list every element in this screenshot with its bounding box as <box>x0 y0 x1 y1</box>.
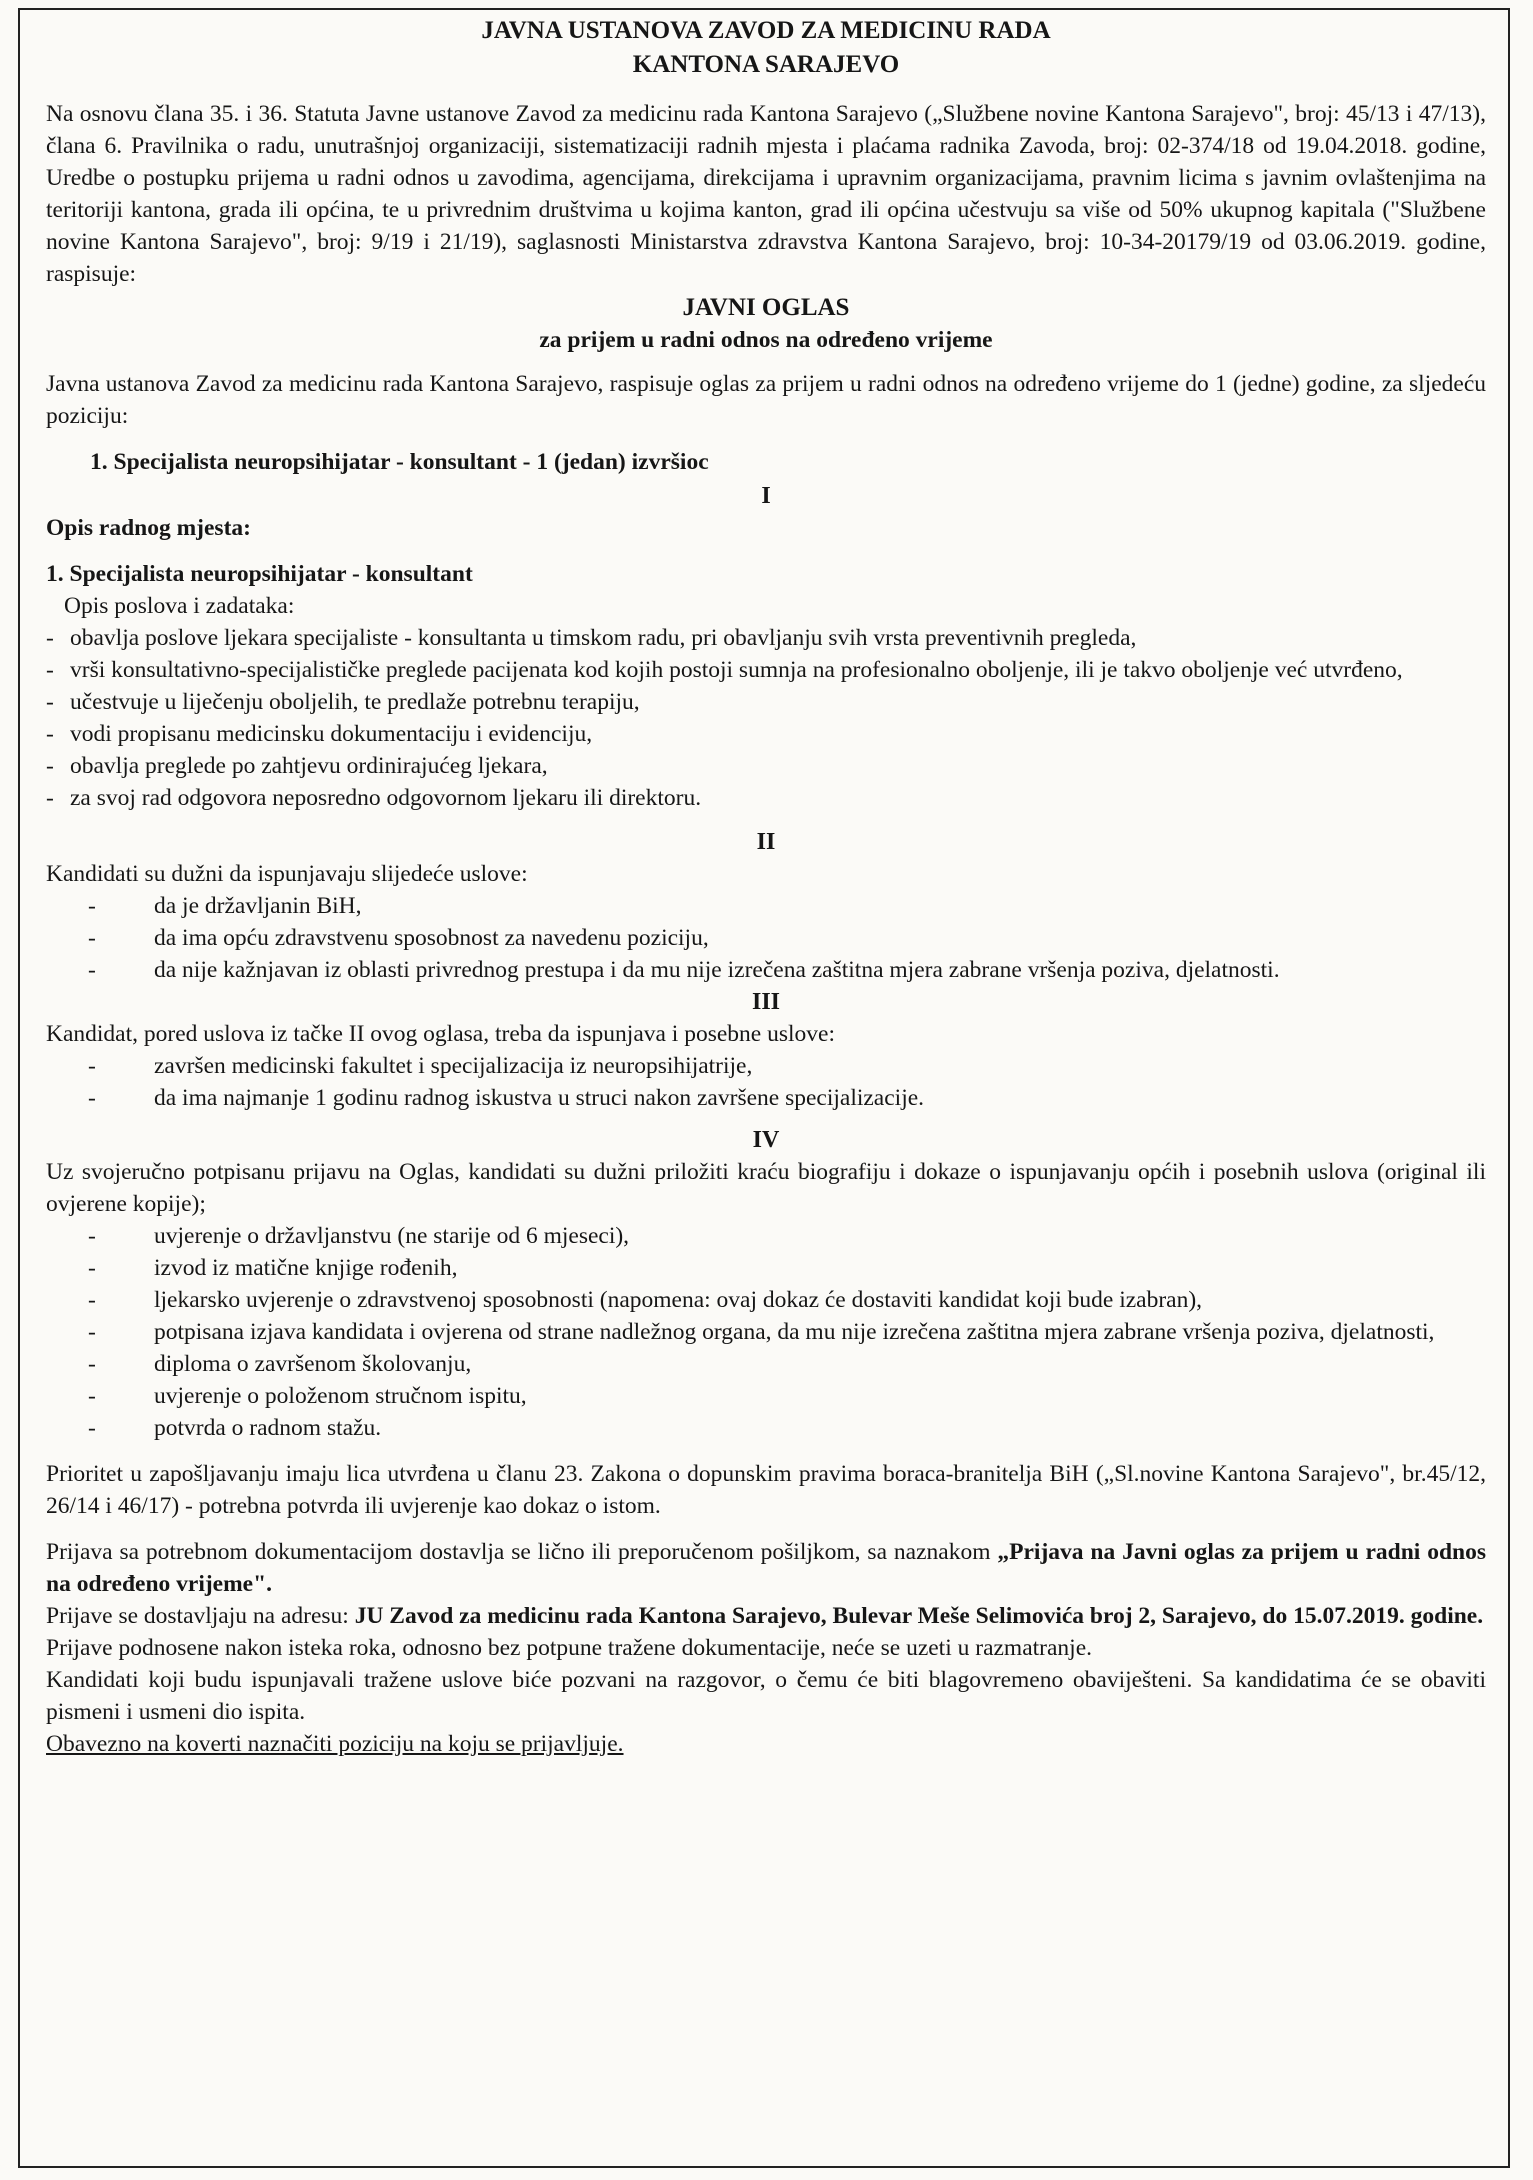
list-item: - uvjerenje o državljanstvu (ne starije od 6 mjeseci), <box>46 1220 1486 1252</box>
document-page <box>18 8 1510 2168</box>
late-submission-note: Prijave podnosene nakon isteka roka, odnosno bez potpune tražene dokumentacije, neće se uzeti u razmatranje. <box>46 1635 1093 1661</box>
general-conditions-list <box>46 890 1486 986</box>
envelope-note <box>46 1728 1486 1760</box>
list-item: - ljekarsko uvjerenje o zdravstvenoj sposobnosti (napomena: ovaj dokaz će dostaviti kandidat koji bude izabran), <box>46 1284 1486 1316</box>
list-item: -vrši konsultativno-specijalističke preglede pacijenata kod kojih postoji sumnja na profesionalno oboljenje, ili je takvo oboljenje već utvrđeno, <box>46 657 1403 683</box>
list-item: -obavlja poslove ljekara specijaliste - konsultanta u timskom radu, pri obavljanju svih vrsta preventivnih pregleda, <box>46 625 1137 651</box>
special-conditions-list <box>46 1050 1486 1114</box>
list-item: - uvjerenje o položenom stručnom ispitu, <box>46 1380 1486 1412</box>
tasks-label: Opis poslova i zadataka: <box>64 593 295 619</box>
preamble: Na osnovu člana 35. i 36. Statuta Javne ustanove Zavod za medicinu rada Kantona Sarajevo („Službene novine Kantona Sarajevo", broj: 45/13 i 47/13), člana 6. Pravilnika o radu, unutrašnjoj organizaciji, sistematizaciji radnih mjesta i plaćama radnika Zavoda, broj: 02-374/18 od 19.04.2018. godine, Uredbe o postupku prijema u radni odnos u zavodima, agencijama, direkcijama i upravnim organizacijama, pravnim licima s javnim ovlaštenjima na teritoriji kantona, grada ili općina, te u privrednim društvima u kojima kanton, grad ili općina učestvuju sa više od 50% ukupnog kapitala ("Službene novine Kantona Sarajevo", broj: 9/19 i 21/19), saglasnosti Ministarstva zdravstva Kantona Sarajevo, broj: 10-34-20179/19 od 03.06.2019. godine, raspisuje: <box>46 101 1486 287</box>
submission-text: Prijava sa potrebnom dokumentacijom dostavlja se lično ili preporučenom pošiljkom, sa naznakom <box>46 1539 998 1565</box>
section-numeral-2: II <box>756 829 776 855</box>
section-numeral-4: IV <box>752 1127 780 1153</box>
list-item: - da ima opću zdravstvenu sposobnost za navedenu poziciju, <box>46 922 1486 954</box>
document-title: JAVNI OGLAS <box>682 294 850 321</box>
address-label: Prijave se dostavljaju na adresu: <box>46 1603 355 1629</box>
list-item: - završen medicinski fakultet i specijalizacija iz neuropsihijatrije, <box>46 1050 1486 1082</box>
header-line-1: JAVNA USTANOVA ZAVOD ZA MEDICINU RADA <box>481 17 1051 44</box>
list-item: -za svoj rad odgovora neposredno odgovornom ljekaru ili direktoru. <box>46 785 702 811</box>
header-line-2: KANTONA SARAJEVO <box>632 51 900 78</box>
address-text: JU Zavod za medicinu rada Kantona Sarajevo, Bulevar Meše Selimovića broj 2, Sarajevo, do 15.07.2019. godine. <box>354 1603 1484 1629</box>
special-conditions-intro: Kandidat, pored uslova iz tačke II ovog oglasa, treba da ispunjava i posebne uslove: <box>46 1021 835 1047</box>
tasks-list <box>46 622 1486 814</box>
list-item: - diploma o završenom školovanju, <box>46 1348 1486 1380</box>
envelope-note-text: Obavezno na koverti naznačiti poziciju na koju se prijavljuje. <box>46 1731 624 1757</box>
job-description-heading: Opis radnog mjesta: <box>46 515 251 541</box>
document-subtitle: za prijem u radni odnos na određeno vrijeme <box>539 327 993 353</box>
general-conditions-intro: Kandidati su dužni da ispunjavaju slijedeće uslove: <box>46 861 528 887</box>
list-item: - da je državljanin BiH, <box>46 890 1486 922</box>
intro-paragraph: Javna ustanova Zavod za medicinu rada Kantona Sarajevo, raspisuje oglas za prijem u radni odnos na određeno vrijeme do 1 (jedne) godine, za sljedeću poziciju: <box>46 371 1486 429</box>
list-item: -obavlja preglede po zahtjevu ordinirajućeg ljekara, <box>46 753 548 779</box>
list-item: -učestvuje u liječenju oboljelih, te predlaže potrebnu terapiju, <box>46 689 640 715</box>
job-subheading: 1. Specijalista neuropsihijatar - konsultant <box>46 561 473 587</box>
institution-name <box>46 14 1486 82</box>
list-item: - izvod iz matične knjige rođenih, <box>46 1252 1486 1284</box>
section-numeral-1: I <box>761 483 771 509</box>
documents-intro: Uz svojeručno potpisanu prijavu na Oglas, kandidati su dužni priložiti kraću biografiju i dokaze o ispunjavanju općih i posebnih uslova (original ili ovjerene kopije); <box>46 1159 1486 1217</box>
submission-note: „Prijava na Javni oglas za prijem u radni odnos na određeno vrijeme". <box>46 1539 1487 1597</box>
list-item: - potpisana izjava kandidata i ovjerena od strane nadležnog organa, da mu nije izrečena zaštitna mjera zabrane vršenja poziva, djelatnosti, <box>46 1316 1486 1348</box>
section-numeral-3: III <box>751 989 781 1015</box>
position-title: 1. Specijalista neuropsihijatar - konsultant - 1 (jedan) izvršioc <box>90 449 709 475</box>
priority-paragraph: Prioritet u zapošljavanju imaju lica utvrđena u članu 23. Zakona o dopunskim pravima boraca-branitelja BiH („Sl.novine Kantona Sarajevo", br.45/12, 26/14 i 46/17) - potrebna potvrda ili uvjerenje kao dokaz o istom. <box>46 1461 1486 1519</box>
documents-list <box>46 1220 1486 1444</box>
list-item: - potvrda o radnom stažu. <box>46 1412 1486 1444</box>
list-item: -vodi propisanu medicinsku dokumentaciju i evidenciju, <box>46 721 593 747</box>
interview-note: Kandidati koji budu ispunjavali tražene uslove biće pozvani na razgovor, o čemu će biti blagovremeno obaviješteni. Sa kandidatima će se obaviti pismeni i usmeni dio ispita. <box>46 1667 1486 1725</box>
list-item: - da ima najmanje 1 godinu radnog iskustva u struci nakon završene specijalizacije. <box>46 1082 1486 1114</box>
address-paragraph <box>46 1600 1486 1632</box>
submission-paragraph <box>46 1536 1486 1600</box>
list-item: - da nije kažnjavan iz oblasti privrednog prestupa i da mu nije izrečena zaštitna mjera zabrane vršenja poziva, djelatnosti. <box>46 954 1486 986</box>
